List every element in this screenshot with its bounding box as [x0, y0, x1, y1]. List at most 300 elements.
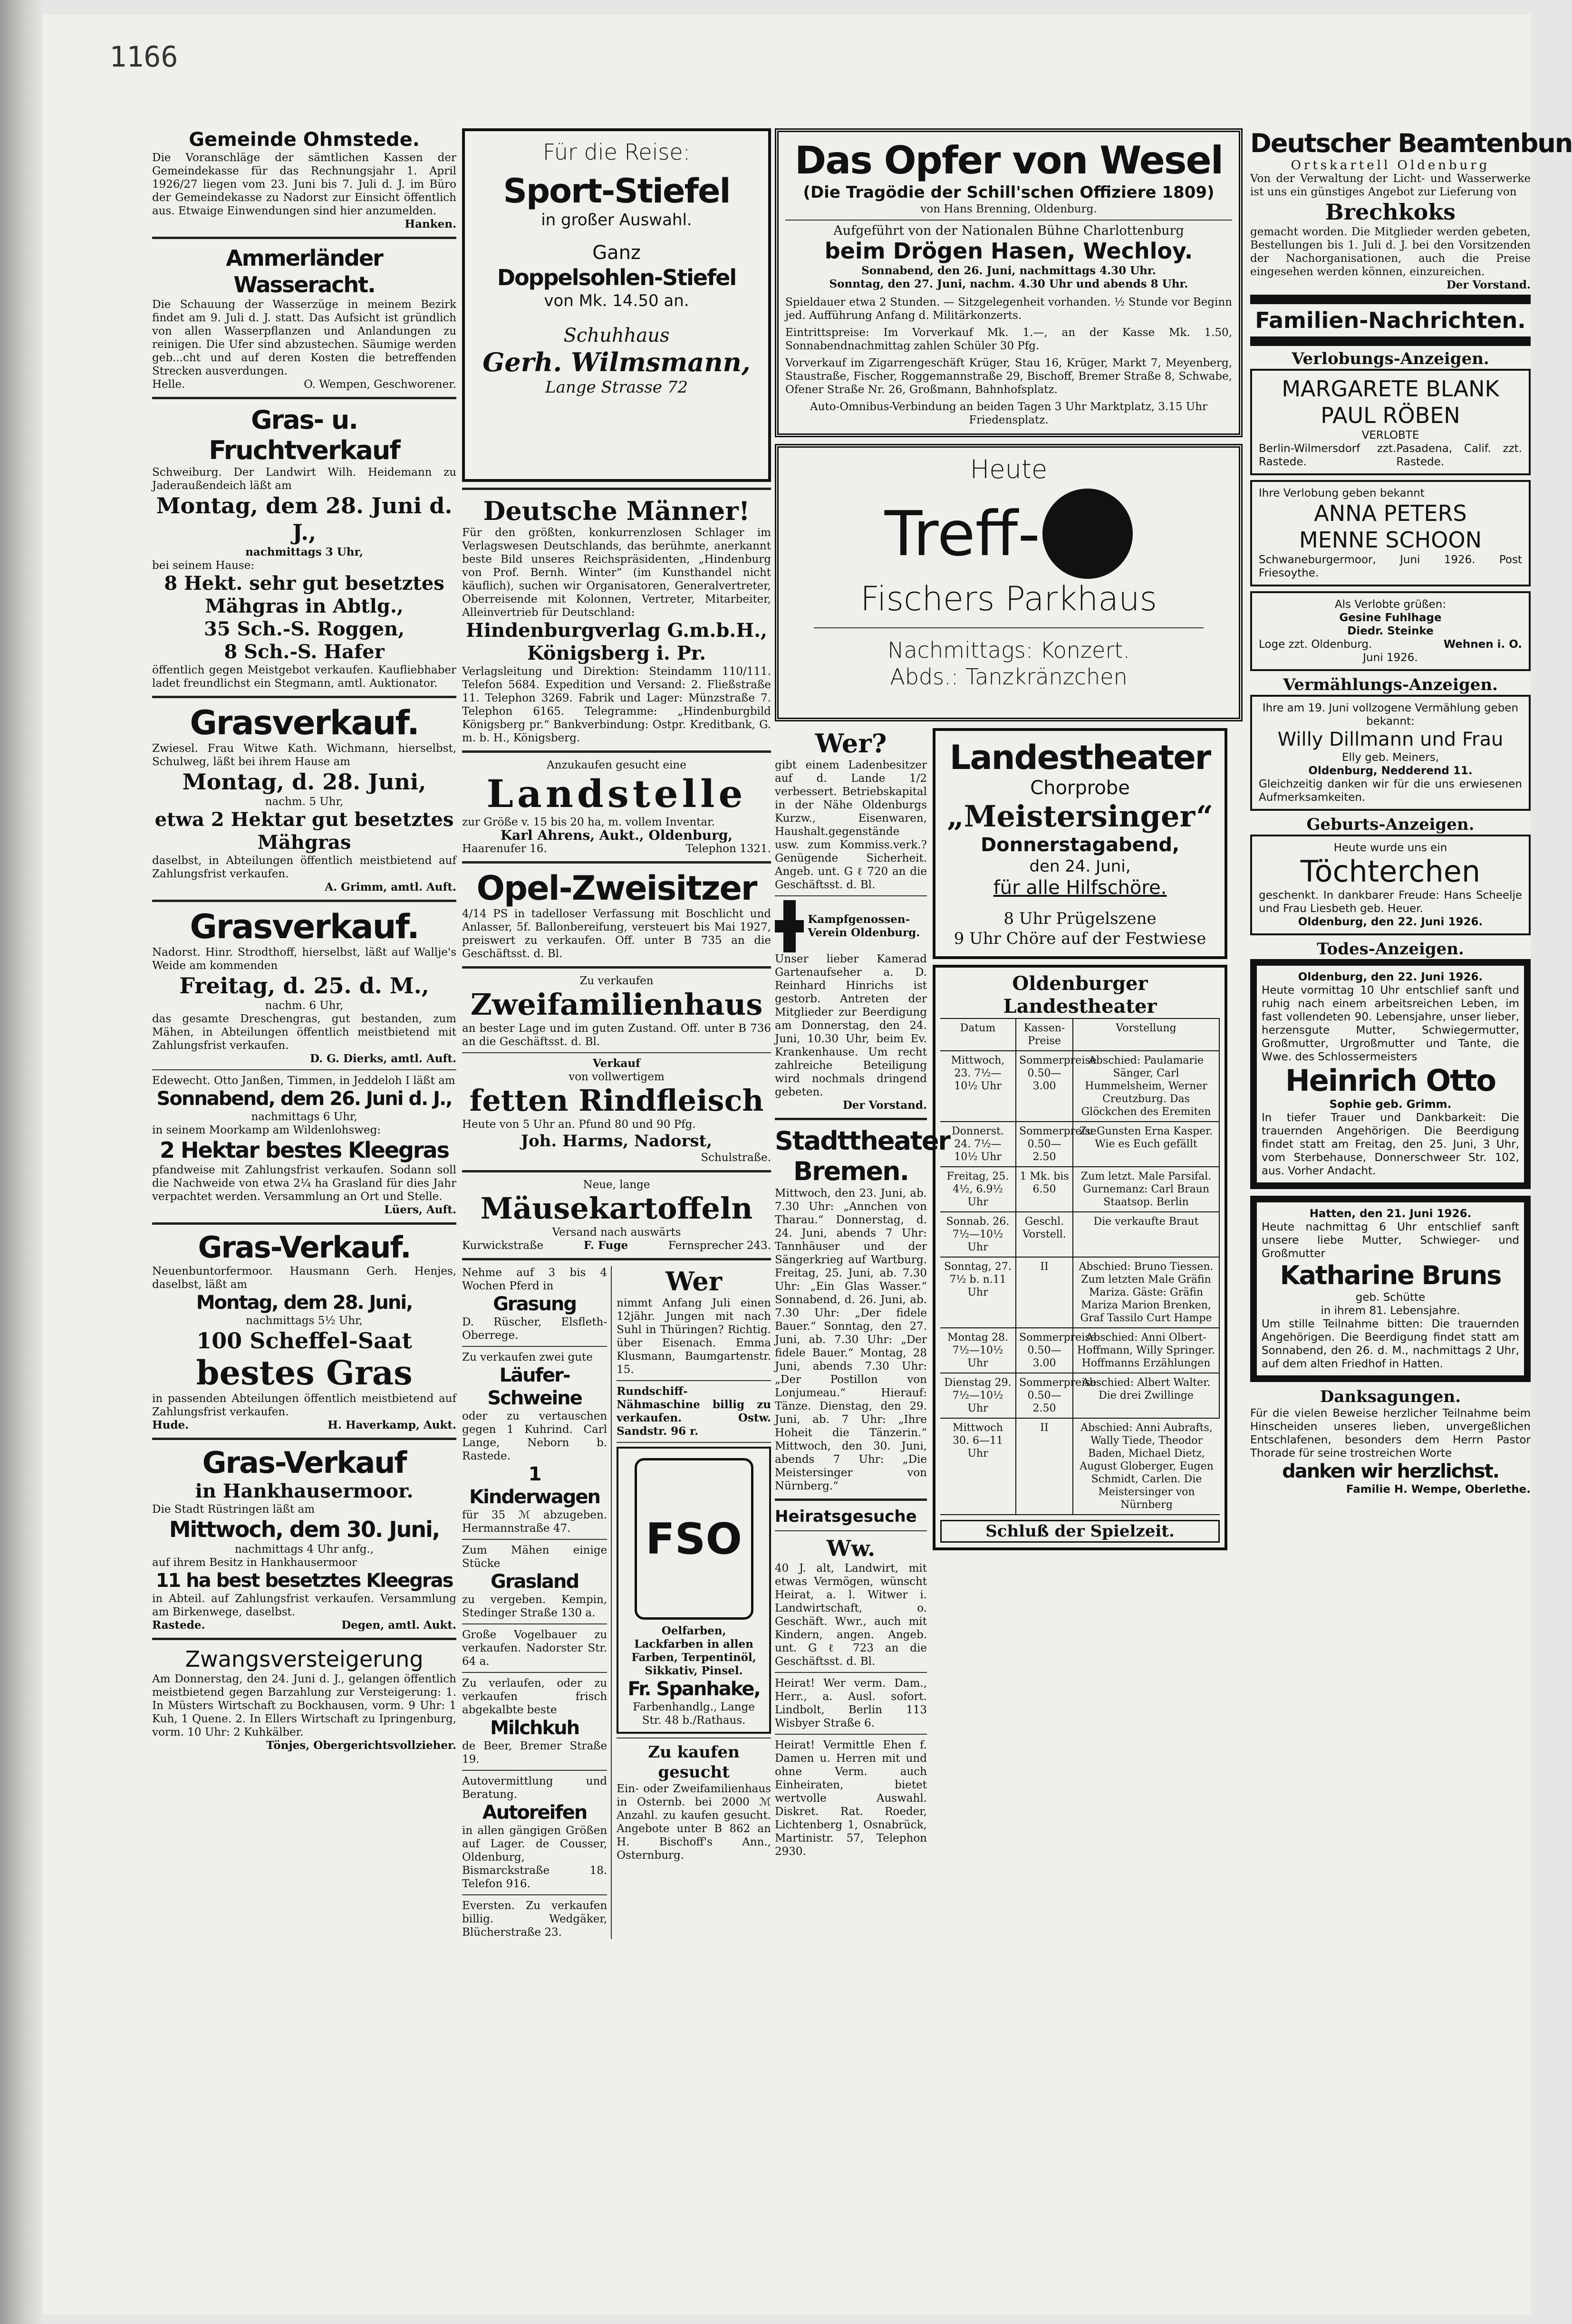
ad-text: Abds.: Tanzkränzchen: [890, 664, 1128, 690]
ad-title: Gras- u. Fruchtverkauf: [209, 405, 400, 465]
ad-body: 4/14 PS in tadelloser Verfassung mit Boschlicht und Anlasser, 5f. Ballonbereifung, versteuert bis Mai 1927, preiswert zu verkaufen. Off. unter B 735 an die Geschäftsst. d. Bl.: [462, 908, 771, 960]
person-name: Heinrich Otto: [1285, 1063, 1496, 1098]
person-name: Willy Dillmann und Frau: [1277, 729, 1504, 750]
ad-body: Gleichzeitig danken wir für die uns erwiesenen Aufmerksamkeiten.: [1259, 778, 1522, 804]
ad-grasverkauf-2: [152, 908, 456, 1066]
ad-text: 8 Uhr Prügelszene: [1003, 909, 1157, 928]
ad-signature: Lüers, Auft.: [384, 1203, 456, 1216]
column-4: [1250, 128, 1572, 1496]
ad-body: Versand nach auswärts: [552, 1226, 681, 1239]
ad-place: in seinem Moorkamp am Wildenlohsweg:: [152, 1124, 381, 1136]
ad-date: Oldenburg, den 22. Juni 1926.: [1298, 916, 1483, 928]
ad-title: Deutsche Männer!: [483, 496, 750, 526]
section-heading: Geburts-Anzeigen.: [1306, 815, 1475, 834]
ad-phone: Fernsprecher 243.: [668, 1239, 771, 1252]
ad-address: Schulstraße.: [701, 1152, 771, 1164]
ad-grasverkauf-1: [152, 704, 456, 894]
divider: [775, 1530, 927, 1531]
ad-text: 9 Uhr Chöre auf der Festwiese: [954, 929, 1206, 948]
col3-lower-left: [775, 728, 950, 1858]
ad-item: 100 Scheffel-Saat: [196, 1328, 412, 1354]
ad-vermaehlung-dillmann: [1250, 695, 1531, 811]
person-name: Gesine Fuhlhage: [1339, 612, 1442, 624]
ad-tod-katharine-bruns: [1250, 1196, 1531, 1382]
col3-lower: [775, 728, 1250, 1858]
ad-time: nachmittags 5½ Uhr,: [246, 1315, 363, 1327]
small-ad-text: Große Vogelbauer zu verkaufen. Nadorster Str. 64 a.: [462, 1629, 608, 1668]
divider: [152, 1438, 456, 1440]
divider: [462, 1623, 607, 1624]
ad-venue: Fischers Parkhaus: [860, 579, 1157, 618]
ad-body: Oelfarben, Lackfarben in allen Farben, Terpentinöl, Sikkativ, Pinsel.: [631, 1624, 756, 1677]
small-ad-text: D. Rüscher, Elsfleth-Oberrege.: [462, 1316, 608, 1342]
divider: [462, 1539, 607, 1540]
table-cell-date: Mittwoch 30. 6—11 Uhr: [940, 1419, 1016, 1515]
ad-pre: Als Verlobte grüßen:: [1334, 598, 1447, 611]
divider: [462, 1346, 607, 1347]
table-cell-show: Abschied: Paulamarie Sänger, Carl Hummelsheim, Werner Creutzburg. Das Glöckchen des Eremiten: [1073, 1051, 1220, 1122]
small-ad-title: Autoreifen: [482, 1802, 587, 1824]
ad-body: Ein- oder Zweifamilienhaus in Osternb. bei 2000 ℳ Anzahl. zu kaufen gesucht. Angebote unter B 862 an H. Bischoff's Ann., Osternburg.: [617, 1783, 771, 1862]
ad-place: Wehnen i. O.: [1443, 638, 1522, 651]
small-ad-text: in allen gängigen Größen auf Lager. de Cousser, Oldenburg, Bismarckstraße 18. Telefon 916.: [462, 1825, 608, 1890]
ad-title: Gemeinde Ohmstede.: [189, 129, 420, 151]
ad-date: Sonnabend, dem 26. Juni d. J.,: [156, 1088, 452, 1110]
ad-opel-zweisitzer: [462, 869, 771, 960]
ad-sub: von vollwertigem: [569, 1071, 665, 1083]
small-ads-grid: [462, 1266, 771, 1939]
ad-pre: Ihre am 19. Juni vollzogene Vermählung geben bekannt:: [1262, 702, 1519, 728]
ad-body: Heirat! Wer verm. Dam., Herr., a. Ausl. sofort. Lindbolt, Berlin 113 Wisbyer Straße 6.: [775, 1677, 927, 1729]
ad-firm: Fr. Spanhake,: [627, 1678, 760, 1700]
person-name: ANNA PETERS: [1314, 500, 1467, 526]
small-ads-left: [462, 1266, 612, 1939]
section-heading: Verlobungs-Anzeigen.: [1292, 349, 1489, 368]
divider: [785, 220, 1232, 221]
ad-body: in passenden Abteilungen öffentlich meistbietend auf Zahlungsfrist verkaufen.: [152, 1392, 456, 1418]
ad-title: Sport-Stiefel: [503, 172, 730, 211]
divider: [152, 1222, 456, 1225]
ad-subtitle: „Meistersinger“: [947, 799, 1213, 834]
ad-text: Heute: [970, 454, 1048, 484]
divider: [152, 900, 456, 902]
divider: [152, 237, 456, 239]
divider: [775, 1672, 927, 1673]
ad-title: Landestheater: [949, 738, 1211, 777]
ad-ohmstede: [152, 128, 456, 231]
ad-place: Pasadena, Calif. zzt. Rastede.: [1396, 442, 1522, 468]
ad-signature: Hanken.: [405, 218, 456, 230]
ad-place: Hude.: [152, 1419, 189, 1431]
ad-price: von Mk. 14.50 an.: [544, 291, 689, 310]
table-cell-show: Zu Gunsten Erna Kasper. Wie es Euch gefällt: [1073, 1122, 1220, 1167]
small-ad-text: Eversten. Zu verkaufen billig. Wedgäker, Blücherstraße 23.: [462, 1900, 608, 1939]
ad-verlobung-blank-roeben: [1250, 369, 1531, 475]
small-ad-text: Autovermittlung und Beratung.: [462, 1775, 608, 1801]
ad-title: Mäusekartoffeln: [480, 1191, 753, 1226]
ad-item: 2 Hektar bestes Kleegras: [160, 1137, 449, 1163]
table-cell-price: Sommerpreise 0.50—3.00: [1016, 1051, 1073, 1122]
section-heading: Danksagungen.: [1320, 1387, 1461, 1406]
small-ad-text: zu vergeben. Kempin, Stedinger Straße 130 a.: [462, 1594, 608, 1619]
ad-time: nachm. 5 Uhr,: [265, 796, 344, 808]
table-cell-price: Sommerpreise 0.50—2.50: [1016, 1373, 1073, 1419]
person-name: MARGARETE BLANK: [1282, 376, 1499, 402]
ad-verlobung-peters-schoon: [1250, 480, 1531, 586]
ad-item: etwa 2 Hektar gut besetztes Mähgras: [154, 808, 454, 854]
small-ad-text: de Beer, Bremer Straße 19.: [462, 1740, 608, 1766]
ad-body: geschenkt. In dankbarer Freude: Hans Scheelje und Frau Liesbeth geb. Heuer.: [1259, 889, 1522, 915]
ad-subtitle: (Die Tragödie der Schill'schen Offiziere 1809): [803, 183, 1215, 202]
ad-text: Chorprobe: [1030, 777, 1130, 799]
ad-firm: Joh. Harms, Nadorst,: [521, 1132, 713, 1151]
person-name: Katharine Bruns: [1280, 1260, 1501, 1290]
fso-logo-icon: FSO: [635, 1458, 753, 1620]
table-cell-show: Abschied: Anni Aubrafts, Wally Tiede, Theodor Baden, Michael Dietz, August Globerger, Eugen Schmidt, Carlen. Die Meistersinger von Nürnberg: [1073, 1419, 1220, 1515]
schedule-footer: Schluß der Spielzeit.: [940, 1520, 1220, 1543]
ad-verlobung-fuhlhage-steinke: [1250, 591, 1531, 671]
ad-treff-fischers-parkhaus: [775, 444, 1243, 721]
table-cell-date: Dienstag 29. 7½—10½ Uhr: [940, 1373, 1016, 1419]
ad-signature: O. Wempen, Geschworener.: [304, 378, 456, 391]
ad-sub: Elly geb. Meiners,: [1341, 751, 1439, 764]
ad-item: Brechkoks: [1325, 199, 1456, 225]
ad-place: Helle.: [152, 378, 185, 391]
ad-title: Töchterchen: [1300, 854, 1481, 889]
small-ad-text: Zum Mähen einige Stücke: [462, 1544, 608, 1570]
ad-zwangsversteigerung: [152, 1646, 456, 1752]
ad-body: pfandweise mit Zahlungsfrist verkaufen. Sodann soll die Nachweide von etwa 2¼ ha Grasland für dies Jahr verpachtet werden. Versammlung an Ort und Stelle.: [152, 1164, 456, 1203]
small-ad-title: Läufer-Schweine: [487, 1364, 582, 1409]
ad-time: nachmittags 4 Uhr anfg.,: [234, 1543, 374, 1556]
small-ad-text: Zu verlaufen, oder zu verkaufen frisch abgekalbte beste: [462, 1677, 608, 1716]
divider: [775, 1498, 927, 1501]
ad-body: Zwiesel. Frau Witwe Kath. Wichmann, hierselbst, Schulweg, läßt bei ihrem Hause am: [152, 742, 456, 768]
ad-title: Deutscher Beamtenbun: [1250, 128, 1572, 158]
ad-landestheater-chorprobe: [933, 728, 1227, 959]
ad-body: 40 J. alt, Landwirt, mit etwas Vermögen, wünscht Heirat, a. l. Witwer i. Landwirtschaft, o. Geschäft. Wwr., auch mit Kindern, angen. Angeb. unt. G ℓ 723 an die Geschäftsst. d. Bl.: [775, 1562, 927, 1668]
ad-date: Montag, dem 28. Juni d. J.,: [156, 493, 453, 545]
schedule-table: [940, 1018, 1220, 1515]
ad-place: Schwaneburgermoor, Juni 1926. Post Friesoythe.: [1259, 554, 1522, 579]
divider: [152, 1638, 456, 1640]
ad-title: Wer?: [815, 728, 887, 759]
ad-date: Montag, dem 28. Juni,: [196, 1292, 413, 1314]
ad-date: Hatten, den 21. Juni 1926.: [1309, 1208, 1472, 1220]
section-heading: Vermählungs-Anzeigen.: [1283, 675, 1498, 694]
table-cell-price: Geschl. Vorstell.: [1016, 1212, 1073, 1258]
ad-body: Um stille Teilnahme bitten: Die trauernden Angehörigen. Die Beerdigung findet statt am Sonnabend, den 26. d. M., nachmittags 2 Uhr, auf dem alten Friedhof in Hatten.: [1262, 1318, 1519, 1370]
ad-firm: Gerh. Wilmsmann,: [482, 347, 751, 377]
ad-pre: Heute wurde uns ein: [1333, 842, 1447, 854]
ad-text: Vorverkauf im Zigarrengeschäft Krüger, Stau 16, Krüger, Markt 7, Meyenberg, Staustraße, Fischer, Roggemannstraße 29, Bischoff, Bremer Straße 8, Schwabe, Ofener Straße Nr. 26, Großmann, Bahnhofsplatz.: [785, 357, 1232, 396]
ad-body: In tiefer Trauer und Dankbarkeit: Die trauernden Angehörigen. Die Beerdigung findet statt am Freitag, den 25. Juni, 3 Uhr, vom Sterbehause, Donnerschweer Str. 102, aus. Vorher Andacht.: [1262, 1112, 1519, 1177]
ad-gras-verkauf-henjes: [152, 1230, 456, 1432]
ad-venue: beim Drögen Hasen, Wechloy.: [824, 238, 1193, 264]
ad-beamtenbund: [1250, 128, 1572, 292]
ad-signature: Der Vorstand.: [842, 1099, 927, 1112]
page-number: 1166: [109, 40, 178, 74]
column-3: [775, 128, 1250, 1858]
ad-body: Heute nachmittag 6 Uhr entschlief sanft unsere liebe Mutter, Schwieger- und Großmutter: [1262, 1221, 1519, 1260]
ad-item: 8 Hekt. sehr gut besetztes Mähgras in Abtlg.,: [164, 572, 444, 617]
ad-title: Ww.: [826, 1536, 876, 1561]
ad-title: Landstelle: [486, 771, 747, 816]
ad-pre: Zu verkaufen: [579, 975, 654, 987]
ad-firm: Karl Ahrens, Aukt., Oldenburg,: [500, 827, 733, 843]
ad-body: Die Schauung der Wasserzüge in meinem Bezirk findet am 9. Juli d. J. statt. Das Aufsicht ist gründlich von allen Wasserpflanzen und Anlandungen zu reinigen. Die Ufer sind abzustechen. Säumige werden geb...cht und auf deren Kosten die betreffenden Strecken ausverdungen.: [152, 298, 456, 377]
ad-title: Treff-: [884, 498, 1041, 570]
ad-text: Aufgeführt von der Nationalen Bühne Charlottenburg: [833, 223, 1184, 238]
ad-kleegras-edewecht: [152, 1074, 456, 1217]
divider: [152, 696, 456, 698]
ad-title: Das Opfer von Wesel: [794, 138, 1223, 182]
ad-author: von Hans Brenning, Oldenburg.: [920, 203, 1097, 215]
ad-signature: Degen, amtl. Aukt.: [341, 1619, 456, 1632]
ad-body: Heirat! Vermittle Ehen f. Damen u. Herren mit und ohne Verm. auch Einheiraten, bietet wertvolle Auswahl. Diskret. Rat. Roeder, Lichtenberg 1, Osnabrück, Martinistr. 57, Telephon 2930.: [775, 1739, 927, 1858]
col3-lower-right: [933, 728, 1227, 1858]
table-cell-date: Montag 28. 7½—10½ Uhr: [940, 1328, 1016, 1373]
ad-address: Haarenufer 16.: [462, 843, 547, 855]
ad-date: Donnerstagabend,: [980, 834, 1180, 856]
table-cell-date: Donnerst. 24. 7½—10½ Uhr: [940, 1122, 1016, 1167]
ad-pre: Ihre Verlobung geben bekannt: [1259, 487, 1425, 499]
black-banner: [1250, 336, 1531, 346]
ad-body: Edewecht. Otto Janßen, Timmen, in Jeddeloh I läßt am: [152, 1075, 455, 1087]
column-2: [462, 128, 771, 1939]
ad-body: daselbst, in Abteilungen öffentlich meistbietend auf Zahlungsfrist verkaufen.: [152, 855, 456, 880]
ad-gras-fruchtverkauf: [152, 405, 456, 690]
iron-cross-icon: [775, 900, 804, 952]
black-banner: [1250, 295, 1531, 304]
ad-phone: Telephon 1321.: [685, 843, 771, 855]
divider: [462, 1170, 771, 1172]
table-cell-date: Sonntag, 27. 7½ b. n.11 Uhr: [940, 1258, 1016, 1328]
ad-address: Lange Strasse 72: [545, 378, 688, 397]
ad-address: Farbenhandlg., Lange Str. 48 b./Rathaus.: [633, 1701, 755, 1727]
ad-text: Eintrittspreise: Im Vorverkauf Mk. 1.—, an der Kasse Mk. 1.50, Sonnabendnachmittag zahlen Schüler 30 Pfg.: [785, 327, 1232, 352]
divider: [462, 1894, 607, 1895]
ad-title: Kampfgenossen-Verein Oldenburg.: [808, 913, 920, 939]
ad-title: Zwangsversteigerung: [185, 1646, 424, 1672]
ad-signature: H. Haverkamp, Aukt.: [328, 1419, 456, 1431]
ad-body: Unser lieber Kamerad Gartenaufseher a. D. Reinhard Hinrichs ist gestorb. Antreten der Mitglieder zur Beerdigung am Donnerstag, den 24. Juni, 10.30 Uhr, beim Ev. Krankenhause. Um recht zahlreiche Beteiligung wird nochmals dringend gebeten.: [775, 953, 927, 1098]
divider: [775, 1118, 927, 1120]
divider: [462, 488, 771, 490]
small-ad-text: oder zu vertauschen gegen 1 Kuhrind. Carl Lange, Neborn b. Rastede.: [462, 1410, 608, 1462]
ad-deutsche-maenner: [462, 496, 771, 745]
ad-title: Gras-Verkauf: [202, 1445, 406, 1480]
section-heading: Todes-Anzeigen.: [1317, 940, 1464, 959]
ad-sport-stiefel: [462, 128, 771, 482]
person-name: Diedr. Steinke: [1347, 625, 1434, 637]
section-heading: Familien-Nachrichten.: [1255, 307, 1526, 333]
table-cell-date: Mittwoch, 23. 7½—10½ Uhr: [940, 1051, 1016, 1122]
ad-body: Nadorst. Hinr. Strodthoff, hierselbst, läßt auf Wallje's Weide am kommenden: [152, 946, 456, 972]
ad-sub: Sophie geb. Grimm.: [1329, 1098, 1452, 1111]
person-name: MENNE SCHOON: [1299, 527, 1482, 553]
ad-ammerland: [152, 245, 456, 391]
table-cell-show: Abschied: Bruno Tiessen. Zum letzten Male Gräfin Mariza. Gäste: Gräfin Mariza Marion Brenken, Graf Tassilo Curt Hampe: [1073, 1258, 1220, 1328]
ad-body: Die Stadt Rüstringen läßt am: [152, 1503, 315, 1516]
ad-date: Juni 1926.: [1363, 652, 1418, 664]
ad-zweifamilienhaus: [462, 974, 771, 1048]
ad-date: Sonntag, den 27. Juni, nachm. 4.30 Uhr und abends 8 Uhr.: [829, 278, 1188, 290]
ad-shop: Schuhhaus: [563, 325, 670, 346]
ad-subtitle: Ortskartell Oldenburg: [1291, 158, 1490, 173]
ad-date: Oldenburg, den 22. Juni 1926.: [1298, 971, 1483, 983]
ad-title: Ammerländer Wasseracht.: [226, 245, 383, 298]
divider: [462, 861, 771, 864]
ad-signature: Familie H. Wempe, Oberlethe.: [1346, 1483, 1531, 1496]
table-cell-show: Abschied: Anni Olbert-Hoffmann, Willy Springer. Hoffmanns Erzählungen: [1073, 1328, 1220, 1373]
divider: [462, 750, 771, 753]
ad-title: Gras-Verkauf.: [198, 1230, 411, 1265]
ad-body: gibt einem Ladenbesitzer auf d. Lande 1/2 verbessert. Betriebskapital in der Nähe Oldenburgs Kurzw., Eisenwaren, Haushalt.gegenstände usw. zum Kommiss.verk.? Genügende Sicherheit. Angeb. unt. G ℓ 720 an die Geschäftsst. d. Bl.: [775, 759, 927, 891]
ad-text: Spieldauer etwa 2 Stunden. — Sitzgelegenheit vorhanden. ½ Stunde vor Beginn jed. Aufführung Anfang d. Militärkonzerts.: [785, 296, 1232, 322]
ad-title: Zweifamilienhaus: [470, 987, 763, 1022]
ad-tod-heinrich-otto: [1250, 959, 1531, 1189]
ad-text: in großer Auswahl.: [541, 211, 692, 230]
ad-item: Doppelsohlen-Stiefel: [497, 265, 736, 290]
small-ads-right: [617, 1266, 771, 1939]
table-cell-show: Die verkaufte Braut: [1073, 1212, 1220, 1258]
ad-date: Montag, d. 28. Juni,: [182, 769, 426, 795]
ad-body: Für die vielen Beweise herzlicher Teilnahme beim Hinscheiden unseres lieben, unvergeßlichen Entschlafenen, besonders dem Herrn Pastor Thorade für seine trostreichen Worte: [1250, 1407, 1531, 1460]
ad-geburt-toechterchen: [1250, 835, 1531, 935]
ad-place: Loge zzt. Oldenburg.: [1259, 638, 1372, 651]
ad-date: Sonnabend, den 26. Juni, nachmittags 4.30 Uhr.: [861, 264, 1156, 277]
table-cell-price: Sommerpreise 0.50—2.50: [1016, 1122, 1073, 1167]
ad-text: Auto-Omnibus-Verbindung an beiden Tagen 3 Uhr Marktplatz, 3.15 Uhr Friedensplatz.: [810, 401, 1208, 426]
table-header: Kassen-Preise: [1016, 1019, 1073, 1051]
ad-title: Grasverkauf.: [190, 907, 419, 946]
ad-danksagung: [1250, 1387, 1531, 1496]
ad-time: nachmittags 3 Uhr,: [245, 546, 363, 558]
ad-pre: Anzukaufen gesucht eine: [547, 759, 686, 771]
divider: [462, 966, 771, 969]
ad-place: auf ihrem Besitz in Hankhausermoor: [152, 1556, 357, 1569]
ad-time: nachm. 6 Uhr,: [265, 999, 344, 1012]
ad-firm: F. Fuge: [583, 1239, 628, 1252]
ad-title: Stadttheater Bremen.: [775, 1126, 950, 1186]
ad-title: Grasverkauf.: [190, 703, 419, 742]
ad-body: das gesamte Dreschengras, gut bestanden, zum Mähen, in Abteilungen öffentlich meistbietend mit Zahlungsfrist verkaufen.: [152, 1013, 456, 1052]
small-ad-text: für 35 ℳ abzugeben. Hermannstraße 47.: [462, 1509, 608, 1535]
person-name: PAUL RÖBEN: [1321, 403, 1460, 428]
ad-subtitle: in Hankhausermoor.: [195, 1480, 414, 1502]
ad-date: Freitag, d. 25. d. M.,: [179, 973, 429, 999]
small-ad-title: 1 Kinderwagen: [469, 1463, 600, 1508]
table-cell-date: Sonnab. 26. 7½—10½ Uhr: [940, 1212, 1016, 1258]
divider: [775, 1734, 927, 1735]
ad-date: den 24. Juni,: [1029, 857, 1131, 876]
ad-headline: Für die Reise:: [542, 139, 691, 165]
divider: [462, 1770, 607, 1771]
ad-address: Kurwickstraße: [462, 1239, 544, 1252]
table-cell-price: 1 Mk. bis 6.50: [1016, 1167, 1073, 1212]
ad-signature: Der Vorstand.: [1446, 278, 1531, 291]
small-ad-title: Grasung: [493, 1293, 577, 1315]
ad-spielplan: [933, 965, 1227, 1550]
ad-body: Neuenbuntorfermoor. Hausmann Gerh. Henjes, daselbst, läßt am: [152, 1265, 456, 1291]
ad-title: Oldenburger Landestheater: [1003, 972, 1157, 1018]
ad-place: Rastede.: [152, 1619, 205, 1632]
divider: [152, 397, 456, 399]
ad-body: Schweiburg. Der Landwirt Wilh. Heidemann zu Jaderaußendeich läßt am: [152, 466, 456, 492]
divider: [462, 1672, 607, 1673]
column-1: [152, 128, 456, 1752]
ad-body: Für den größten, konkurrenzlosen Schlager im Verlagswesen Deutschlands, das berühmte, anerkannt beste Bild unseres Reichspräsidenten, „Hindenburg von Prof. Bernh. Winter“ (im Kunsthandel nicht käuflich), suchen wir Organisatoren, Generalvertreter, Oberreisende mit Kolonnen, Vertreter, Mitarbeiter, Alleinvertrieb für Deutschland:: [462, 527, 771, 619]
table-header: Datum: [940, 1019, 1016, 1051]
ad-time: nachmittags 6 Uhr,: [251, 1111, 357, 1123]
ad-title: Zu kaufen gesucht: [648, 1743, 740, 1782]
ad-item: 8 Sch.-S. Hafer: [224, 641, 385, 663]
ad-body: Heute von 5 Uhr an. Pfund 80 und 90 Pfg.: [462, 1118, 696, 1131]
ad-place: bei seinem Hause:: [152, 559, 255, 572]
ad-firm: Hindenburgverlag G.m.b.H., Königsberg i. Pr.: [466, 619, 767, 664]
ad-body: zur Größe v. 15 bis 20 ha, m. vollem Inventar.: [462, 816, 715, 828]
ad-body: öffentlich gegen Meistgebot verkaufen. Kaufliebhaber ladet freundlichst ein Stegmann, amtl. Auktionator.: [152, 664, 456, 690]
ad-title: Opel-Zweisitzer: [476, 869, 757, 908]
page-binding-edge: [0, 0, 43, 2324]
ad-signature: D. G. Dierks, amtl. Auft.: [309, 1052, 456, 1065]
divider: [462, 1258, 771, 1260]
table-cell-price: Sommerpreise 0.50—3.00: [1016, 1328, 1073, 1373]
ad-date: Mittwoch, dem 30. Juni,: [169, 1517, 440, 1542]
ad-place: Oldenburg, Nedderend 11.: [1308, 765, 1473, 777]
ad-title: Wer: [665, 1266, 723, 1296]
ad-body: Mittwoch, den 23. Juni, ab. 7.30 Uhr: „Annchen von Tharau.“ Donnerstag, d. 24. Juni, abends 7 Uhr: Tannhäuser und der Sängerkrieg auf Wartburg. Freitag, 25. Juni, ab. 7.30 Uhr: „Ein Glas Wasser.“ Sonnabend, d. 26. Juni, ab. 7.30 Uhr: „Der fidele Bauer.“ Sonntag, den 27. Juni, ab. 7.30 Uhr: „Der fidele Bauer.“ Montag, 28 Juni, abends 7.30 Uhr: „Der Postillon von Lonjumeau.“ Hierauf: Tänze. Dienstag, den 29. Juni, ab. 7 Uhr: „Ihre Hoheit die Tänzerin.“ Mittwoch, den 30. Juni, abends 7 Uhr: „Die Meistersinger von Nürnberg.“: [775, 1187, 927, 1492]
ad-body: Von der Verwaltung der Licht- und Wasserwerke ist uns ein günstiges Angebot zur Lieferung von: [1250, 173, 1531, 198]
ad-landstelle: [462, 759, 771, 855]
ad-body: Die Voranschläge der sämtlichen Kassen der Gemeindekasse für das Rechnungsjahr 1. April 1926/27 liegen vom 23. Juni bis 7. Juli d. J. im Büro der Gemeindekasse zu Nadorst zur Einsicht öffentlich aus. Etwaige Einwendungen sind hier anzumelden.: [152, 152, 456, 217]
ad-body: in Abteil. auf Zahlungsfrist verkaufen. Versammlung am Birkenwege, daselbst.: [152, 1593, 456, 1618]
small-ad-text: Nehme auf 3 bis 4 Wochen Pferd in: [462, 1267, 608, 1292]
ad-title: danken wir herzlichst.: [1282, 1460, 1499, 1482]
ad-body: Rundschiff-Nähmaschine billig zu verkaufen. Ostw. Sandstr. 96 r.: [617, 1385, 771, 1438]
ad-signature: A. Grimm, amtl. Auft.: [325, 881, 456, 893]
table-cell-show: Zum letzt. Male Parsifal. Gurnemanz: Carl Braun Staatsop. Berlin: [1073, 1167, 1220, 1212]
small-ad-text: Zu verkaufen zwei gute: [462, 1351, 593, 1364]
ad-body: gemacht worden. Die Mitglieder werden gebeten, Bestellungen bis 1. Juli d. J. bei den Vorsitzenden der Nachorganisationen, auch die Preise eingesehen werden können, einzureichen.: [1250, 226, 1531, 278]
small-ad-title: Grasland: [490, 1571, 579, 1593]
divider: [814, 627, 1204, 628]
ad-sub: geb. Schütte: [1355, 1291, 1426, 1304]
ad-item: 35 Sch.-S. Roggen,: [203, 618, 405, 640]
ad-pre: Neue, lange: [583, 1179, 650, 1191]
ad-rindfleisch: [462, 1057, 771, 1164]
ad-body: Am Donnerstag, den 24. Juni d. J., gelangen öffentlich meistbietend gegen Barzahlung zur Versteigerung: 1. In Müsters Wirtschaft zu Bockhausen, vorm. 9 Uhr: 1 Kuh, 1 Quene. 2. In Ellers Wirtschaft zu Ipringenburg, vorm. 10 Uhr: 2 Kuhkälber.: [152, 1673, 456, 1738]
ad-opfer-von-wesel: [775, 128, 1243, 437]
ad-text: Nachmittags: Konzert.: [887, 637, 1130, 663]
treff-circle-icon: [1042, 489, 1133, 579]
table-cell-price: II: [1016, 1258, 1073, 1328]
table-cell-date: Freitag, 25. 4½, 6.9½ Uhr: [940, 1167, 1016, 1212]
ad-item: 11 ha best besetztes Kleegras: [155, 1570, 453, 1592]
table-cell-show: Abschied: Albert Walter. Die drei Zwillinge: [1073, 1373, 1220, 1419]
ad-text: für alle Hilfschöre.: [993, 877, 1167, 899]
ad-maeusekartoffeln: [462, 1178, 771, 1252]
ad-tag: VERLOBTE: [1361, 429, 1419, 442]
ad-body: an bester Lage und im guten Zustand. Off. unter B 736 an die Geschäftsst. d. Bl.: [462, 1022, 771, 1048]
table-header: Vorstellung: [1073, 1019, 1220, 1051]
ad-sub: in ihrem 81. Lebensjahre.: [1321, 1305, 1460, 1317]
ad-spanhake: [617, 1447, 771, 1734]
divider: [775, 895, 927, 896]
ad-gras-verkauf-hankhausermoor: [152, 1446, 456, 1632]
small-ad-title: Milchkuh: [490, 1717, 579, 1739]
